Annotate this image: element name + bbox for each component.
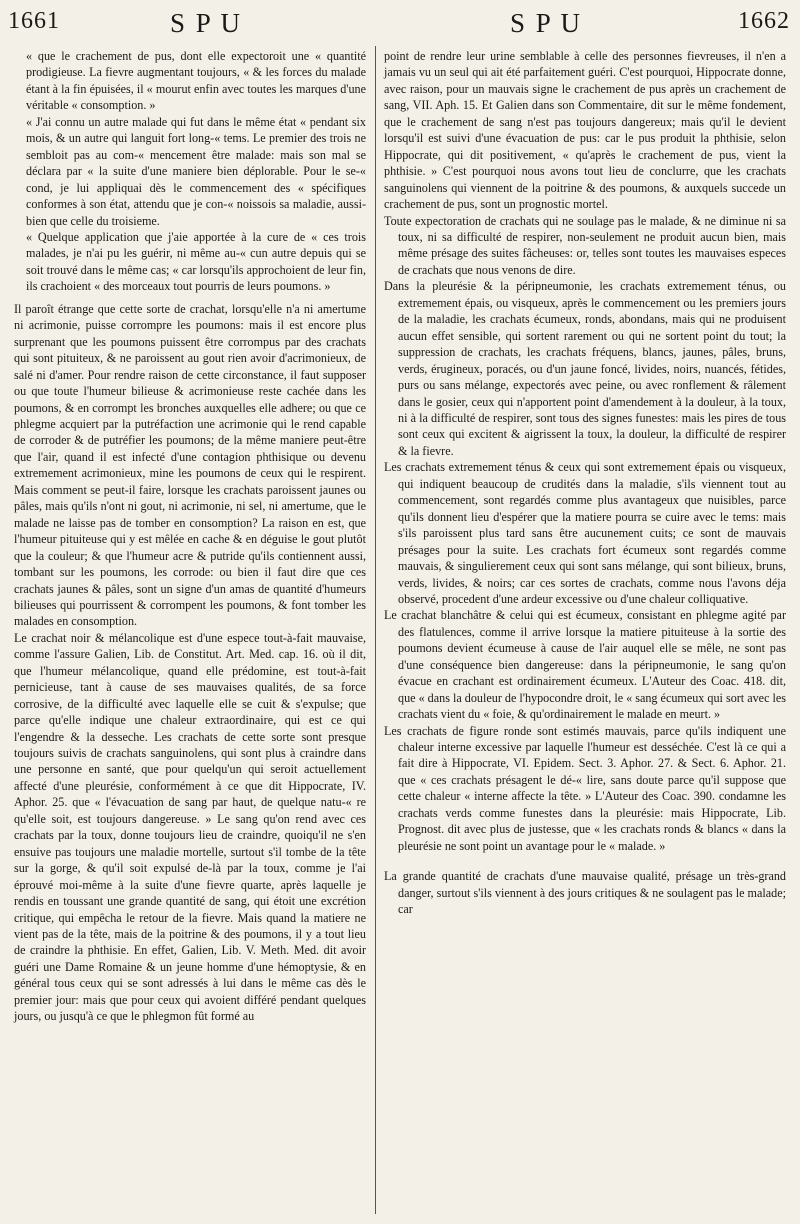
paragraph: « que le crachement de pus, dont elle expectoroit une « quantité prodigieuse. La fievre augmentant toujours, « & les forces du malade étant à la fin épuisées, il « mourut enfin avec toutes les marques d'une véritable « consomption. » [26,49,366,113]
right-column [384,48,786,918]
left-column [14,48,366,1025]
paragraph: point de rendre leur urine semblable à celle des personnes fievreuses, il n'en a jamais vu un seul qui ait été parfaitement guéri. C'est pourquoi, Hippocrate donne, avec raison, pour un mauvais signe le crachement de pus après un crachement de sang, VII. Aph. 15. Et Galien dans son Commentaire, dit sur le même fondement, que le crachement de sang n'est pas toujours dangereux; mais qu'il le devient lorsqu'il est suivi d'une évacuation de pus: car le pus produit la phthisie, selon Hippocrate, qui dit positivement, « qu'après le crachement de pus, vient la phthisie. » C'est pourquoi nous avons tout lieu de conclurre, que les crachats sanguinolens qui viennent de la poitrine & des poumons, & auxquels succede un crachement de pus, sont un prognostic mortel. [384,49,786,212]
paragraph: Le crachat blanchâtre & celui qui est écumeux, consistant en phlegme agité par des flatulences, comme il arrive lorsque la matiere pituiteuse à la sortie des poumons devient écumeuse à cause de l'air auquel elle se mêle, ne sont pas d'une conséquence bien dangereuse: dans la péripneumonie, le sang qu'on évacue en crachant est ordinairement écumeux. L'Auteur des Coac. 418. dit, que « dans la douleur de l'hypocondre droit, le « sang écumeux qui sort avec les crachats vient du « foie, & qu'ordinairement le malade en meurt. » [384,608,786,722]
paragraph: Il paroît étrange que cette sorte de crachat, lorsqu'elle n'a ni amertume ni acrimonie, puisse corrompre les poumons: mais il est encore plus surprenant que les poumons puissent être corrompus par des crachats qui sont pituiteux, & ne paroissent au gout rien avoir d'acrimonieux, de salé ni d'amer. Pour rendre raison de cette circonstance, il faut supposer ou que toute l'humeur bilieuse & acrimonieuse reste cachée dans les poumons, & en corrompt les bronches auxquelles elle adhere; ou que ce phlegme acquiert par la putréfaction une acrimonie qui le rend capable de corroder & de putréfier les poumons; de la même maniere peut-être que l'air, quand il est infecté d'une contagion phthisique ou devenu extremement acrimonieux, mine les poumons de ceux qui le respirent. Mais comment se peut-il faire, lorsque les crachats paroissent jaunes ou pâles, mais qu'ils n'ont ni gout, ni acrimonie, ni sel, ni amertume, que le malade ne laisse pas de tomber en consomption? La raison en est, que l'humeur pituiteuse qui y est mêlée en cache & en déguise le gout plutôt que la couleur; & que l'humeur acre & putride qu'ils contiennent aussi, tombant sur les poumons, les corrode: ou bien il faut dire que ces crachats jaunes & pâles, sont un signe d'un amas de quantité d'humeurs bilieuses qui pourrissent & corrompent les poumons, & font tomber les malades en consomption. [14,301,366,629]
page-number-right: 1662 [738,8,790,34]
page-number-left: 1661 [8,8,60,34]
paragraph: Les crachats de figure ronde sont estimés mauvais, parce qu'ils indiquent une chaleur interne excessive par laquelle l'humeur est desséchée. C'est là ce qui a fait dire à Hippocrate, VI. Epidem. Sect. 3. Aphor. 27. & Sect. 6. Aphor. 21. que « ces crachats présagent le dé-« lire, sans doute parce qu'il suppose que cette chaleur « interne affecte la tête. » L'Auteur des Coac. 390. condamne les crachats verds comme funestes dans la pleurésie: mais Hippocrate, Lib. Prognost. dit avec plus de justesse, que « les crachats ronds & blancs « dans la pleurésie ne sont point un avantage pour le « malade. » [384,723,786,853]
paragraph: Le crachat noir & mélancolique est d'une espece tout-à-fait mauvaise, comme l'assure Galien, Lib. de Constitut. Art. Med. cap. 16. où il dit, que l'humeur mélancolique, quand elle prédomine, est tout-à-fait pernicieuse, tant à cause de ses mauvaises qualités, de sa force corrosive, de la difficulté avec laquelle elle se cuit & s'expulse; que parce qu'elle indique une chaleur extraordinaire, qui est ce qui l'engendre & la desseche. Les crachats de cette sorte sont presque toujours suivis de crachats sanguinolens, qui sont plus à craindre dans une personne en santé, que pour quelqu'un qui seroit actuellement affecté d'une pleurésie, conformément à ce que dit Hippocrate, IV. Aphor. 25. que « l'évacuation de sang par haut, de quelque natu-« re qu'elle soit, est toujours dangereuse. » Le sang qu'on rend avec ces crachats par la toux, donne toujours lieu de craindre, quoiqu'il ne s'en ensuive pas toujours une maladie mortelle, surtout s'il tombe de la tête sur la gorge, & qu'il soit expulsé de-là par la toux, comme je l'ai éprouvé moi-même à la suite d'une fievre quarte, après laquelle je rendis en toussant une grande quantité de sang, qui étoit une excrétion critique, qui empêcha le retour de la fievre. Mais quand la matiere ne vient pas de la tête, mais de la poitrine & des poumons, il y a tout lieu de craindre la phthisie. En effet, Galien, Lib. V. Meth. Med. dit avoir guéri une Dame Romaine & un jeune homme d'une hémoptysie, & en général tous ceux qui se sont adressés à lui dans le même cas dès le premier jour: mais que pour ceux qui avoient différé pendant quelques jours, ou jusqu'à ce que le phlegmon fût formé au [14,630,366,1024]
running-title-right: S P U [510,8,583,38]
paragraph: « Quelque application que j'aie apportée à la cure de « ces trois malades, je n'ai pu les guérir, ni même au-« cun autre depuis qui se soit trouvé dans le même cas; « car lorsqu'ils approchoient de leur fin, ils crachoient « des morceaux tout pourris de leurs poumons. » [26,229,366,294]
paragraph: Dans la pleurésie & la péripneumonie, les crachats extremement ténus, ou extremement épais, ou visqueux, après le commencement ou les premiers jours de la maladie, les crachats écumeux, ronds, abondans, mais qui ne produisent aucun effet sensible, qui sortent rarement ou qui ne sortent point du tout; la suppression de crachats, les crachats fréquens, blancs, jaunes, pâles, bruns, verds, érugineux, poracés, ou d'un jaune foncé, livides, noirs, nuancés, fétides, purs ou sans mélange, expectorés avec peine, ou avec ronflement & râlement dans le gosier, ceux qui n'apportent point d'amendement à la douleur, à la toux, ni à la difficulté de respirer, sont tous des signes funestes: mais les pires de tous sont ceux qui excitent & aigrissent la toux, la douleur, la difficulté de respirer & la fievre. [384,279,786,458]
running-title-left: S P U [170,8,243,38]
running-header [0,8,800,44]
column-divider [375,46,376,1214]
paragraph: Toute expectoration de crachats qui ne soulage pas le malade, & ne diminue ni sa toux, ni sa difficulté de respirer, non-seulement ne produit aucun bien, mais même présage des suites fâcheuses: or, telles sont toutes les mauvaises especes de crachats que nous venons de dire. [384,213,786,277]
paragraph: La grande quantité de crachats d'une mauvaise qualité, présage un très-grand danger, surtout s'ils viennent à des jours critiques & ne soulagent pas le malade; car [384,869,786,917]
paragraph: « J'ai connu un autre malade qui fut dans le même état « pendant six mois, & un autre qui languit fort long-« tems. Le premier des trois ne sembloit pas au com-« mencement être malade: mais son mal se déclara par « la suite d'une maniere bien déplorable. Pour le se-« cond, je lui appliquai dès le commencement des « spécifiques conformes à son état, attendu que je con-« noissois sa maladie, aussi-bien que celle du troisieme. [26,114,366,228]
paragraph: Les crachats extremement ténus & ceux qui sont extremement épais ou visqueux, qui indiquent beaucoup de crudités dans la maladie, s'ils viennent tout au commencement, sont regardés comme plus avantageux que nuisibles, parce qu'ils donnent lieu d'espérer que la matiere pourra se cuire avec le tems: mais s'ils paroissent plus tard sans être aucunement cuits; ce sont de mauvais présages pour la suite. Les crachats fort écumeux sont regardés comme mauvais, & singulierement ceux qui sont sans mélange, qui sont bilieux, bruns, verds, livides, & noirs; car ces sortes de crachats, comme nous l'avons déja observé, procedent d'une ardeur excessive ou d'une chaleur colliquative. [384,460,786,606]
